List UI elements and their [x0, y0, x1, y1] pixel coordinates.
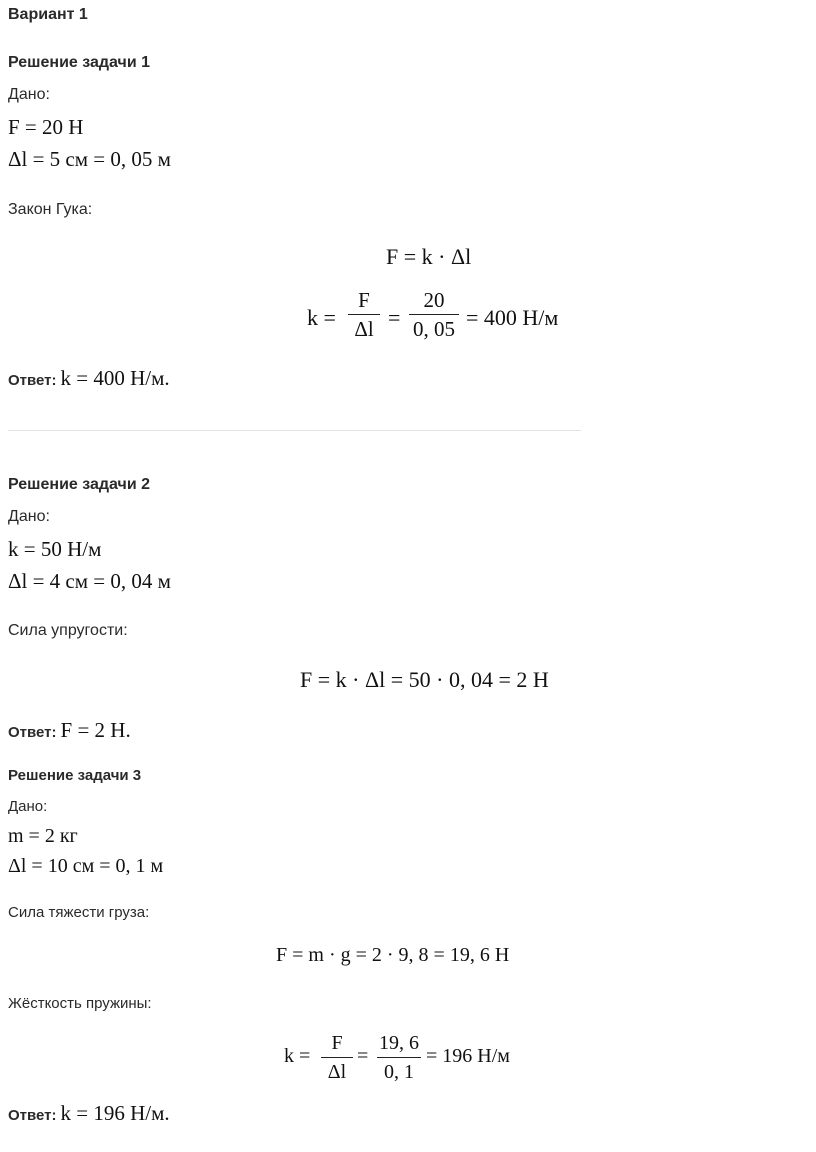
answer-label: Ответ: — [8, 372, 57, 389]
fraction-numerator: 19, 6 — [379, 1032, 419, 1054]
task-2-given-1: k = 50 Н/м — [8, 537, 102, 561]
fraction-denominator: 0, 05 — [413, 317, 455, 341]
task-3-answer — [8, 1101, 170, 1126]
answer-label: Ответ: — [8, 724, 57, 741]
task-2-given-2: Δl = 4 см = 0, 04 м — [8, 569, 171, 593]
task-3-given-2: Δl = 10 см = 0, 1 м — [8, 855, 164, 877]
task-3-equals: = — [357, 1045, 369, 1067]
task-1-given-1: F = 20 Н — [8, 115, 84, 139]
task-1-equals: = — [388, 305, 401, 330]
task-2-heading: Решение задачи 2 — [8, 476, 151, 493]
task-3-fraction-values — [377, 1031, 421, 1084]
fraction-bar — [377, 1057, 421, 1058]
task-1-formula-k-lhs: k = — [307, 305, 336, 330]
task-1-formula-hooke: F = k · Δl — [386, 244, 472, 269]
fraction-numerator: F — [358, 288, 370, 312]
answer-label: Ответ: — [8, 1107, 57, 1124]
task-3-heading: Решение задачи 3 — [8, 767, 142, 784]
task-3-formula-k-lhs: k = — [284, 1045, 311, 1067]
task-2-given-label: Дано: — [8, 508, 50, 525]
task-1-fraction-f-over-dl — [348, 288, 380, 341]
task-1-law-label: Закон Гука: — [8, 201, 93, 218]
fraction-bar — [348, 314, 380, 315]
fraction-bar — [409, 314, 459, 315]
task-2-law-label: Сила упругости: — [8, 622, 128, 639]
task-1-fraction-values — [409, 288, 459, 341]
answer-value: k = 400 Н/м. — [60, 366, 170, 390]
task-3-law-label: Сила тяжести груза: — [8, 904, 150, 921]
task-1-given-label: Дано: — [8, 86, 50, 103]
answer-value: k = 196 Н/м. — [60, 1101, 170, 1125]
fraction-numerator: F — [331, 1032, 343, 1054]
variant-title: Вариант 1 — [8, 6, 88, 23]
fraction-denominator: Δl — [327, 1061, 347, 1083]
task-2-formula: F = k · Δl = 50 · 0, 04 = 2 Н — [300, 667, 549, 692]
task-1-answer — [8, 366, 170, 391]
task-3-given-label: Дано: — [8, 798, 48, 815]
task-3-formula-k-rhs: = 196 Н/м — [426, 1045, 510, 1067]
task-2-answer — [8, 718, 131, 743]
task-3-fraction-f-over-dl — [321, 1031, 353, 1084]
task-1-heading: Решение задачи 1 — [8, 54, 151, 71]
task-3-given-1: m = 2 кг — [8, 825, 78, 847]
task-1-formula-k-rhs: = 400 Н/м — [466, 305, 559, 330]
task-3-law-label-2: Жёсткость пружины: — [8, 995, 152, 1012]
task-3-formula-gravity: F = m · g = 2 · 9, 8 = 19, 6 Н — [276, 944, 510, 966]
section-divider — [8, 430, 581, 431]
fraction-denominator: 0, 1 — [384, 1061, 414, 1083]
fraction-denominator: Δl — [354, 317, 374, 341]
task-1-given-2: Δl = 5 см = 0, 05 м — [8, 147, 171, 171]
fraction-numerator: 20 — [423, 288, 445, 312]
answer-value: F = 2 Н. — [60, 718, 131, 742]
fraction-bar — [321, 1057, 353, 1058]
